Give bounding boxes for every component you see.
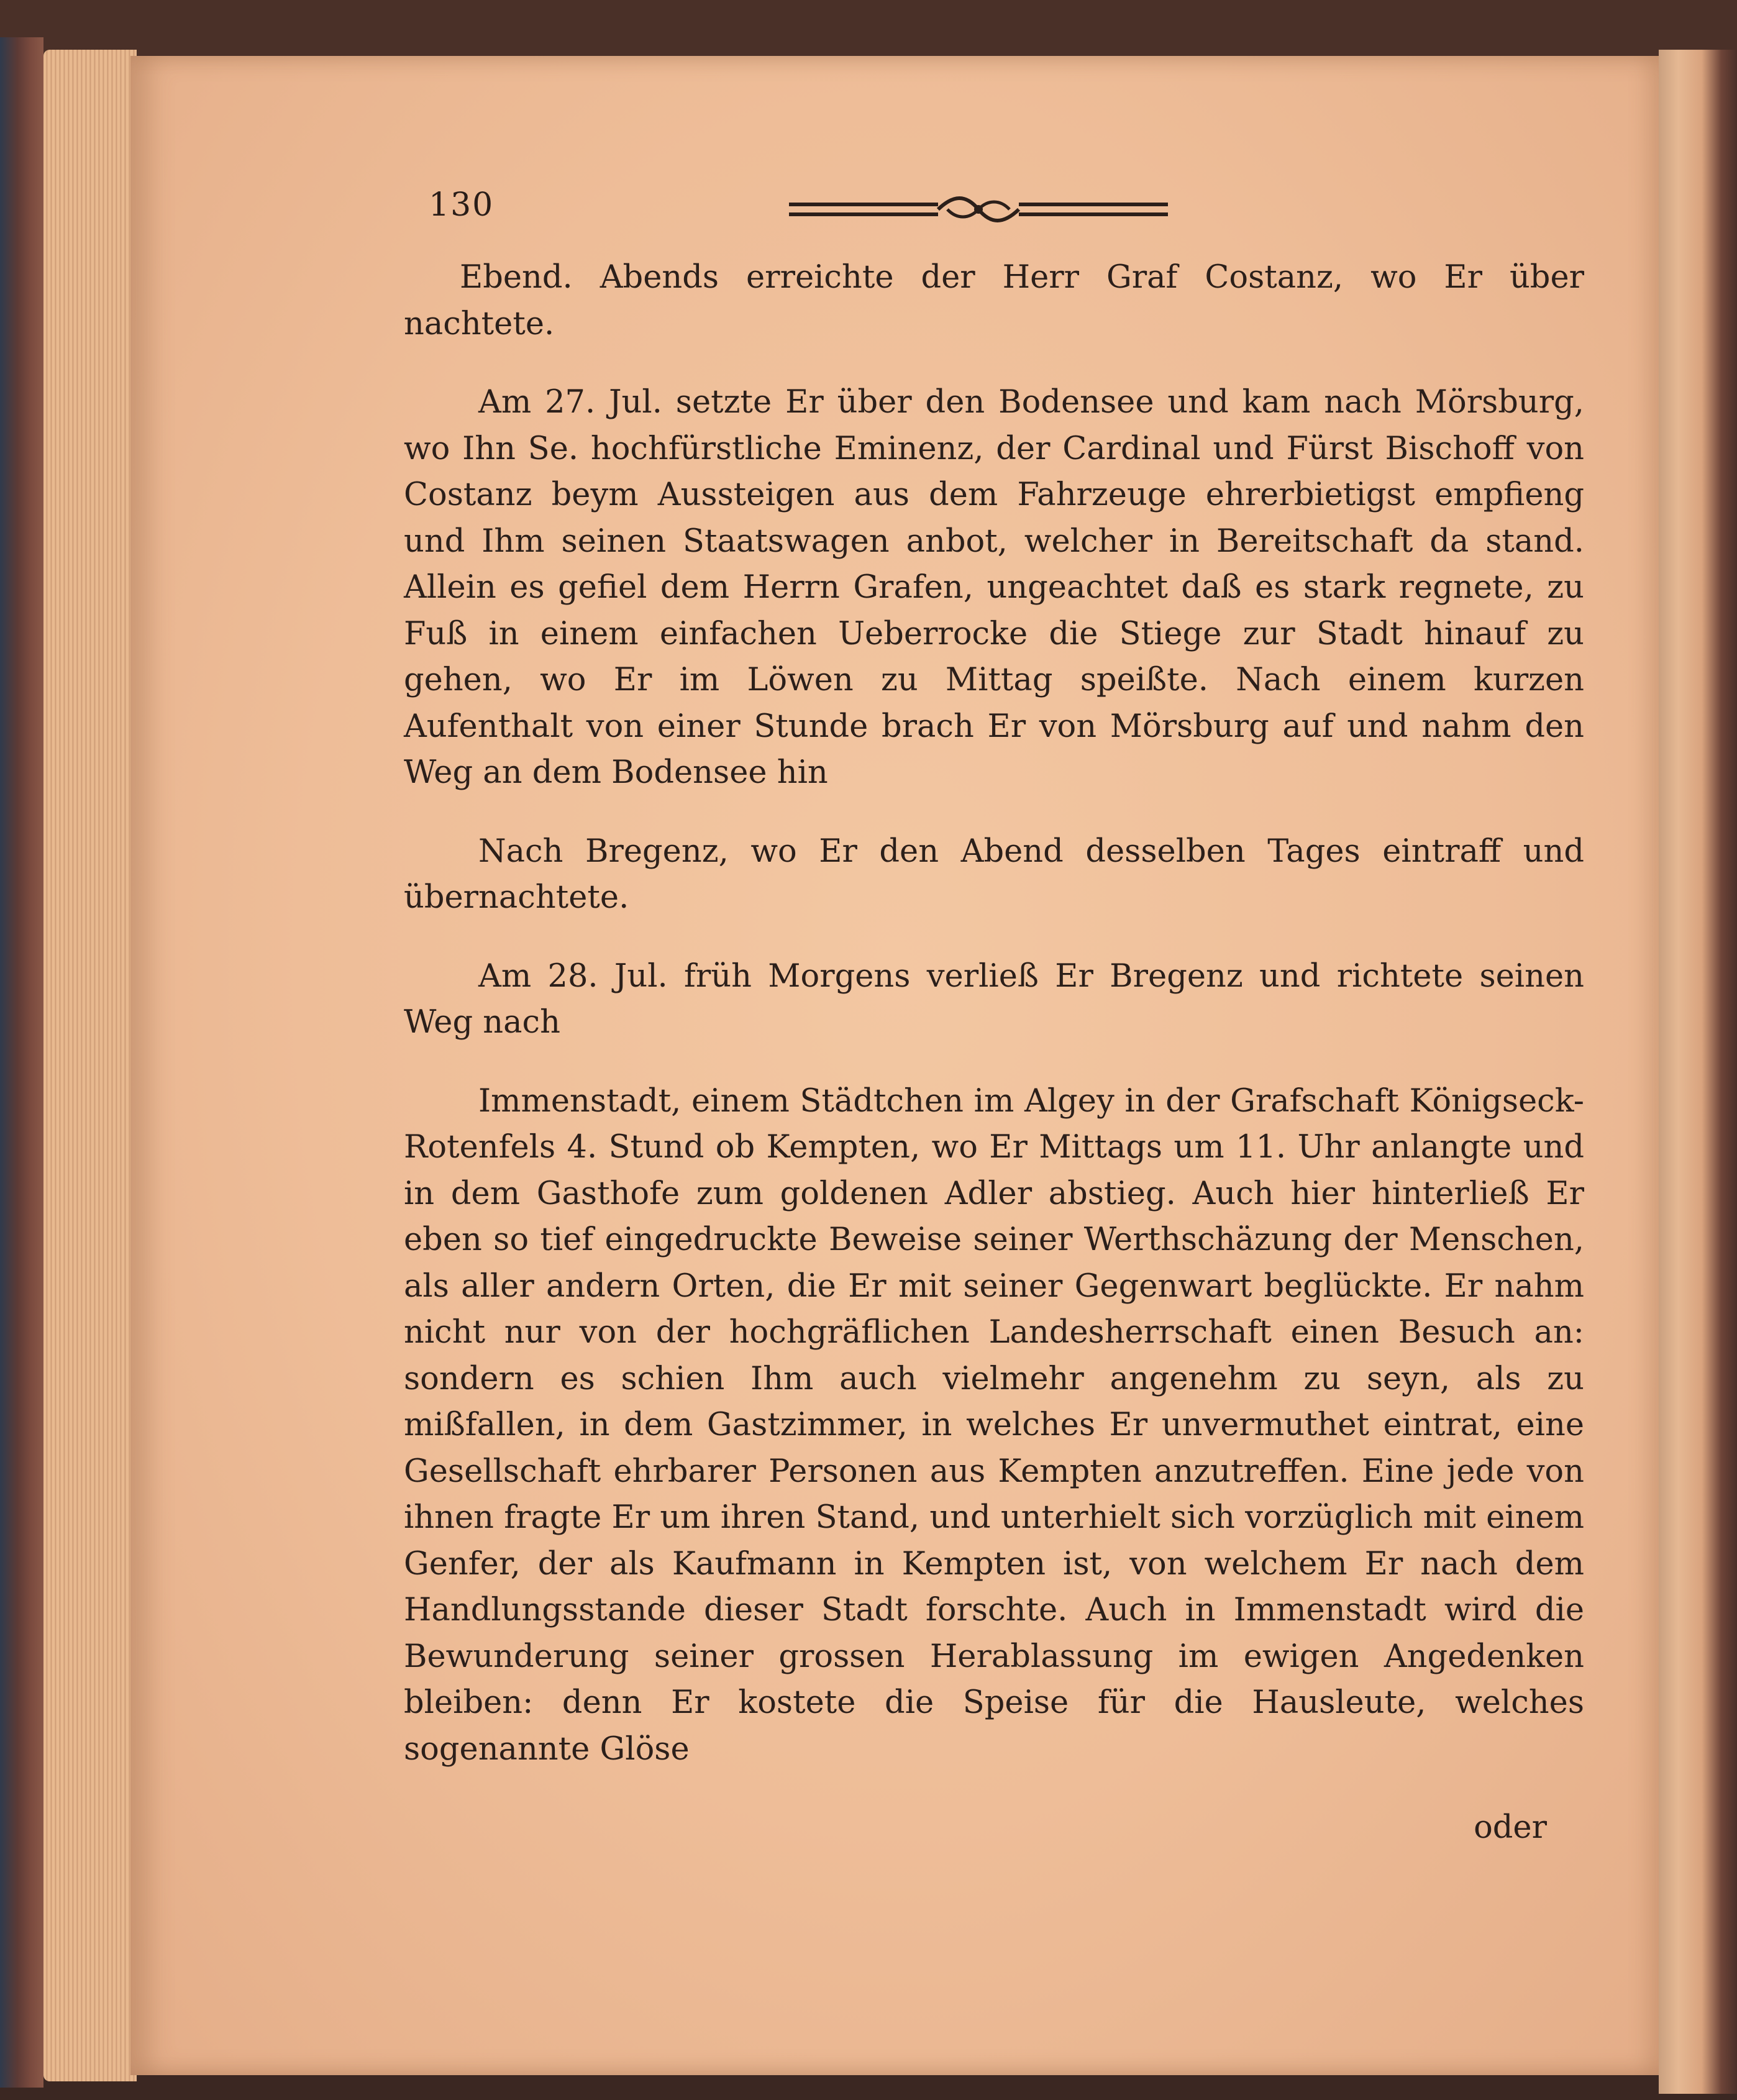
- page-number: 130: [429, 186, 495, 224]
- paragraph: Ebend. Abends erreichte der Herr Graf Costanz, wo Er über nachtete.: [404, 259, 1584, 342]
- page-edges: [43, 50, 137, 2081]
- paragraph: Nach Bregenz, wo Er den Abend desselben Tages eintraff und übernachtete.: [404, 833, 1584, 916]
- decorative-rule-icon: [789, 191, 1168, 229]
- paragraph: Am 27. Jul. setzte Er über den Bodensee und kam nach Mörsburg, wo Ihn Se. hochfürstliche Eminenz, der Cardinal und Fürst Bischoff von Costanz beym Aussteigen aus dem Fahrzeuge ehrerbietigst empfieng und Ihm seinen Staatswagen anbot, welcher in Bereitschaft da stand. Allein es gefiel dem Herrn Grafen, ungeachtet daß es stark regnete, zu Fuß in einem einfachen Ueberrocke die Stiege zur Stadt hinauf zu gehen, wo Er im Löwen zu Mittag speißte. Nach einem kurzen Aufenthalt von einer Stunde brach Er von Mörsburg auf und nahm den Weg an dem Bodensee hin: [404, 384, 1584, 791]
- book-cover-left: [0, 37, 43, 2088]
- page-header: [429, 186, 1566, 236]
- paragraph: Am 28. Jul. früh Morgens verließ Er Bregenz und richtete seinen Weg nach: [404, 957, 1584, 1041]
- catchword: oder: [1474, 1809, 1547, 1846]
- facing-page-edge: [1659, 50, 1737, 2094]
- paragraph: Immenstadt, einem Städtchen im Algey in der Grafschaft Königseck-Rotenfels 4. Stund ob Kempten, wo Er Mittags um 11. Uhr anlangte und in dem Gasthofe zum goldenen Adler abstieg. Auch hier hinterließ Er eben so tief eingedruckte Beweise seiner Werthschäzung der Menschen, als aller andern Orten, die Er mit seiner Gegenwart beglückte. Er nahm nicht nur von der hochgräflichen Landesherrschaft einen Besuch an: sondern es schien Ihm auch vielmehr angenehm zu seyn, als zu mißfallen, in dem Gastzimmer, in welches Er unvermuthet eintrat, eine Gesellschaft ehrbarer Personen aus Kempten anzutreffen. Eine jede von ihnen fragte Er um ihren Stand, und unterhielt sich vorzüglich mit einem Genfer, der als Kaufmann in Kempten ist, von welchem Er nach dem Handlungsstande dieser Stadt forschte. Auch in Immenstadt wird die Bewunderung seiner grossen Herablassung im ewigen Angedenken bleiben: denn Er kostete die Speise für die Hausleute, welches sogenannte Glöse: [404, 1082, 1584, 1768]
- body-text: [404, 255, 1584, 1851]
